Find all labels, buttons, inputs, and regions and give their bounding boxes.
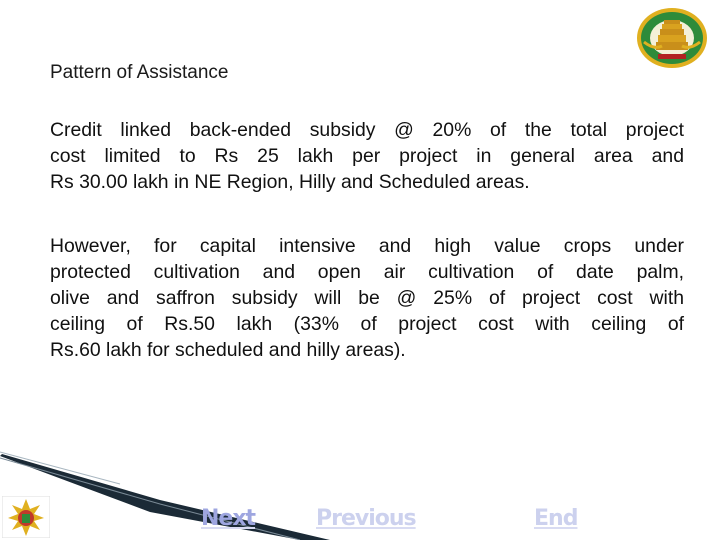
- paragraph-line: Rs 30.00 lakh in NE Region, Hilly and Scheduled areas.: [50, 171, 530, 193]
- paragraph-line: cost limited to Rs 25 lakh per project in general area and: [50, 145, 684, 167]
- previous-link[interactable]: Previous: [316, 506, 416, 531]
- paragraph-line: Rs.60 lakh for scheduled and hilly areas).: [50, 339, 406, 361]
- end-link[interactable]: End: [534, 506, 578, 531]
- paragraph-line: However, for capital intensive and high value crops under: [50, 235, 684, 257]
- emblem-seal-icon: [634, 6, 710, 70]
- paragraph-line: Credit linked back-ended subsidy @ 20% of the total project: [50, 119, 684, 141]
- slide-heading: Pattern of Assistance: [50, 62, 229, 83]
- paragraph-subsidy-general: [50, 117, 684, 195]
- paragraph-subsidy-high-value: [50, 233, 684, 363]
- paragraph-line: ceiling of Rs.50 lakh (33% of project cost with ceiling of: [50, 313, 684, 335]
- paragraph-line: olive and saffron subsidy will be @ 25% of project cost with: [50, 287, 684, 309]
- next-link[interactable]: Next: [201, 506, 256, 531]
- university-logo-icon: [2, 496, 50, 538]
- paragraph-line: protected cultivation and open air cultivation of date palm,: [50, 261, 684, 283]
